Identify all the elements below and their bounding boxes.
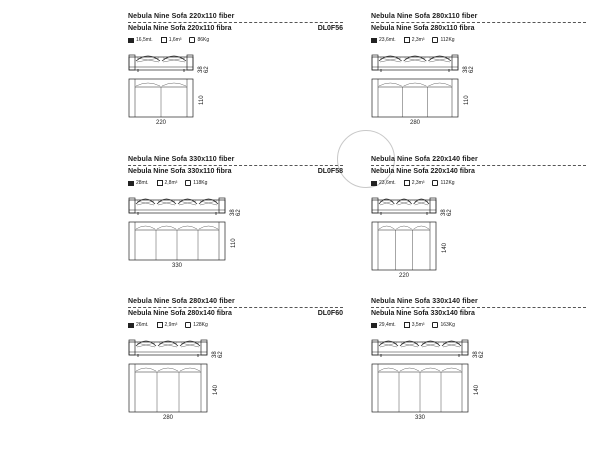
volume-value: 28mt. bbox=[136, 179, 149, 186]
sofa-entry bbox=[128, 12, 343, 127]
fabric-icon bbox=[371, 181, 377, 186]
top-view-wrap bbox=[371, 221, 586, 271]
cube-icon bbox=[157, 180, 163, 186]
front-view bbox=[128, 49, 194, 73]
top-view-wrap bbox=[371, 78, 586, 118]
product-subtitle bbox=[371, 23, 586, 35]
seat-height-dim: 38 bbox=[473, 351, 479, 358]
sofa-entry bbox=[371, 12, 586, 127]
top-view-wrap bbox=[371, 363, 586, 413]
weight-spec bbox=[185, 322, 207, 329]
weight-spec bbox=[432, 180, 454, 187]
seat-height-dim: 38 bbox=[198, 66, 204, 73]
weight-value: 112Kg bbox=[440, 179, 455, 186]
sofa-entry bbox=[128, 155, 343, 270]
total-height-dim: 62 bbox=[479, 351, 485, 358]
total-height-dim: 62 bbox=[469, 66, 475, 73]
product-title: Nebula Nine Sofa 280x140 fiber bbox=[128, 297, 343, 308]
weight-value: 163Kg bbox=[440, 321, 455, 328]
weight-value: 128Kg bbox=[193, 321, 208, 328]
volume-value: 29,4mt. bbox=[379, 321, 396, 328]
weight-icon bbox=[185, 322, 191, 328]
front-view-wrap bbox=[371, 49, 586, 75]
volume-spec bbox=[128, 37, 153, 44]
volume-spec bbox=[371, 37, 396, 44]
area-value: 2,9m³ bbox=[164, 321, 178, 328]
front-view-wrap bbox=[128, 334, 343, 360]
product-code: DL0F56 bbox=[317, 25, 343, 32]
product-subtitle-text: Nebula Nine Sofa 280x110 fibra bbox=[371, 25, 475, 32]
weight-icon bbox=[185, 180, 191, 186]
depth-dim: 110 bbox=[199, 95, 205, 105]
product-subtitle-text: Nebula Nine Sofa 220x110 fibra bbox=[128, 25, 232, 32]
width-dim: 330 bbox=[414, 415, 425, 421]
volume-value: 23,6mt. bbox=[379, 179, 396, 186]
cube-icon bbox=[157, 322, 163, 328]
area-spec bbox=[157, 180, 178, 187]
volume-spec bbox=[128, 322, 149, 329]
fabric-icon bbox=[371, 323, 377, 328]
weight-value: 112Kg bbox=[440, 36, 455, 43]
product-subtitle-text: Nebula Nine Sofa 330x140 fibra bbox=[371, 310, 475, 317]
volume-spec bbox=[371, 180, 396, 187]
product-subtitle bbox=[128, 308, 343, 320]
top-view bbox=[128, 363, 208, 413]
product-title: Nebula Nine Sofa 330x110 fiber bbox=[128, 155, 343, 166]
width-dim: 220 bbox=[155, 120, 166, 126]
depth-dim: 140 bbox=[213, 384, 219, 395]
front-view bbox=[371, 192, 437, 216]
fabric-icon bbox=[371, 38, 377, 43]
product-title: Nebula Nine Sofa 280x110 fiber bbox=[371, 12, 586, 23]
depth-dim: 110 bbox=[464, 95, 470, 105]
top-view bbox=[371, 78, 459, 118]
front-view bbox=[371, 334, 469, 358]
area-value: 2,8m³ bbox=[164, 179, 178, 186]
seat-height-dim: 38 bbox=[212, 351, 218, 358]
product-subtitle bbox=[128, 23, 343, 35]
depth-dim: 140 bbox=[474, 384, 480, 395]
product-subtitle bbox=[371, 308, 586, 320]
sofa-entry bbox=[371, 155, 586, 280]
seat-height-dim: 38 bbox=[463, 66, 469, 73]
spec-row bbox=[128, 179, 343, 187]
front-view bbox=[128, 334, 208, 358]
spec-row bbox=[128, 36, 343, 44]
area-value: 3,5m³ bbox=[411, 321, 425, 328]
total-height-dim: 62 bbox=[204, 66, 210, 73]
seat-height-dim: 38 bbox=[441, 209, 447, 216]
product-subtitle-text: Nebula Nine Sofa 220x140 fibra bbox=[371, 168, 475, 175]
weight-spec bbox=[185, 180, 207, 187]
weight-spec bbox=[432, 37, 454, 44]
sofa-entry bbox=[371, 297, 586, 422]
product-subtitle-text: Nebula Nine Sofa 330x110 fibra bbox=[128, 168, 232, 175]
weight-value: 86Kg bbox=[197, 36, 210, 43]
product-subtitle-text: Nebula Nine Sofa 280x140 fibra bbox=[128, 310, 232, 317]
top-view-wrap bbox=[128, 78, 343, 118]
spec-row bbox=[371, 36, 586, 44]
top-view bbox=[128, 78, 194, 118]
weight-icon bbox=[189, 37, 195, 43]
area-spec bbox=[161, 37, 182, 44]
product-title: Nebula Nine Sofa 220x140 fiber bbox=[371, 155, 586, 166]
area-value: 2,3m³ bbox=[411, 36, 425, 43]
width-dim: 280 bbox=[162, 415, 173, 421]
product-code: DL0F60 bbox=[317, 310, 343, 317]
area-spec bbox=[404, 37, 425, 44]
weight-icon bbox=[432, 37, 438, 43]
weight-icon bbox=[432, 180, 438, 186]
front-view bbox=[128, 192, 226, 216]
top-view bbox=[371, 363, 469, 413]
top-view-wrap bbox=[128, 363, 343, 413]
weight-value: 118Kg bbox=[193, 179, 208, 186]
weight-icon bbox=[432, 322, 438, 328]
front-view-wrap bbox=[128, 49, 343, 75]
top-view bbox=[128, 221, 226, 261]
volume-spec bbox=[128, 180, 149, 187]
width-dim: 220 bbox=[398, 273, 409, 279]
product-subtitle bbox=[128, 166, 343, 178]
weight-spec bbox=[189, 37, 209, 44]
front-view-wrap bbox=[371, 334, 586, 360]
width-dim: 280 bbox=[409, 120, 420, 126]
volume-spec bbox=[371, 322, 396, 329]
product-title: Nebula Nine Sofa 220x110 fiber bbox=[128, 12, 343, 23]
front-view-wrap bbox=[371, 192, 586, 218]
depth-dim: 140 bbox=[442, 242, 448, 253]
fabric-icon bbox=[128, 323, 134, 328]
fabric-icon bbox=[128, 181, 134, 186]
volume-value: 26mt. bbox=[136, 321, 149, 328]
product-code: DL0F58 bbox=[317, 168, 343, 175]
cube-icon bbox=[161, 37, 167, 43]
volume-value: 16,5mt. bbox=[136, 36, 153, 43]
fabric-icon bbox=[128, 38, 134, 43]
total-height-dim: 62 bbox=[236, 209, 242, 216]
cube-icon bbox=[404, 37, 410, 43]
weight-spec bbox=[432, 322, 454, 329]
total-height-dim: 62 bbox=[218, 351, 224, 358]
sofa-entry bbox=[128, 297, 343, 422]
top-view-wrap bbox=[128, 221, 343, 261]
depth-dim: 110 bbox=[231, 238, 237, 248]
width-dim: 330 bbox=[171, 263, 182, 269]
seat-height-dim: 38 bbox=[230, 209, 236, 216]
top-view bbox=[371, 221, 437, 271]
spec-row bbox=[371, 179, 586, 187]
cube-icon bbox=[404, 322, 410, 328]
area-value: 1,6m³ bbox=[168, 36, 182, 43]
area-spec bbox=[157, 322, 178, 329]
spec-row bbox=[371, 321, 586, 329]
area-spec bbox=[404, 180, 425, 187]
total-height-dim: 62 bbox=[447, 209, 453, 216]
front-view bbox=[371, 49, 459, 73]
area-value: 2,3m³ bbox=[411, 179, 425, 186]
volume-value: 23,6mt. bbox=[379, 36, 396, 43]
product-title: Nebula Nine Sofa 330x140 fiber bbox=[371, 297, 586, 308]
spec-row bbox=[128, 321, 343, 329]
cube-icon bbox=[404, 180, 410, 186]
area-spec bbox=[404, 322, 425, 329]
product-subtitle bbox=[371, 166, 586, 178]
front-view-wrap bbox=[128, 192, 343, 218]
